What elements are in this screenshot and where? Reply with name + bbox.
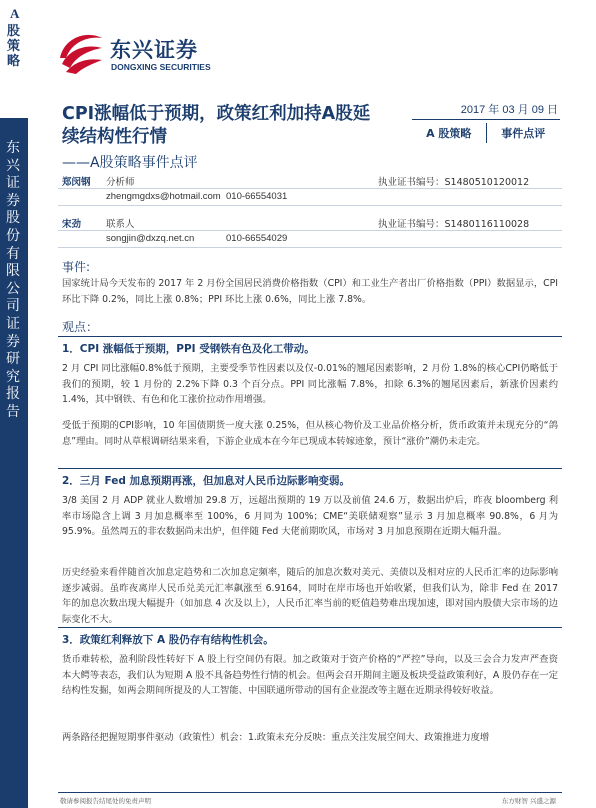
analyst-email: zhengmgdxs@hotmail.com [106,191,221,202]
sidebar-company-label: 东兴证券股份有限公司证券研究报告 [6,140,20,420]
point-title: 2．三月 Fed 加息预期再涨，但加息对人民币边际影响变弱。 [62,475,351,487]
point-paragraph: 货币难转松，盈利阶段性转好下 A 股上行空间仍有限。加之政策对于资产价格的“严控”导向，以及三会合力发声严查资本大鳄等表态，我们认为短期 A 股不具备趋势性行情的机会。但两会召开期间主题及板块受益政策利好，A 股仍存在一定结构性发掘，如两会期间所提及的人工智能、中国联通所带动的国有企业混改等主题在近期录得较好收益。 [62,654,558,696]
analyst-row [58,214,562,231]
point-paragraph: 受低于预期的CPI影响，10 年国债期货一度大涨 0.25%，但从核心物价及工业品价格分析，货币政策并未现充分的“鸽息”理由。同时从草根调研结果来看，下游企业成本在今年已现成本转嫁迹象，预计“涨价”潮仍未走完。 [62,420,558,447]
analyst-name: 郑闵钢 [62,177,91,188]
report-subtitle: ——A股策略事件点评 [62,155,198,171]
analyst-phone: 010-66554031 [226,191,288,202]
analyst-name: 宋劲 [62,219,82,230]
logo-emblem-icon [56,28,106,76]
footer-divider [58,792,562,793]
date-box [412,101,560,143]
license-number: S1480510120012 [444,177,530,188]
point-title: 3．政策红利释放下 A 股仍存有结构性机会。 [62,634,274,646]
point-title: 1．CPI 涨幅低于预期，PPI 受钢铁有色及化工带动。 [62,343,315,355]
views-heading: 观点： [62,320,99,334]
tag-category: A 股策略 [412,123,487,143]
report-title: CPI涨幅低于预期，政策红利加持A股延续结构性行情 [62,104,371,147]
report-date: 2017 年 03 月 09 日 [412,101,560,120]
analyst-row [58,172,562,189]
footer-slogan: 东方财智 兴盛之源 [501,797,556,805]
event-heading: 事件: [62,260,91,274]
logo-name-cn: 东兴证券 [110,38,198,62]
analyst-email: songjin@dxzq.net.cn [106,233,195,244]
point-paragraph: 两条路径把握短期事件驱动（政策性）机会：1.政策未充分反映：重点关注发展空间大、政策推进力度增 [62,732,490,743]
section-divider [58,336,562,337]
license-number: S1480116110028 [444,219,530,230]
sidebar-top-label: 股策略 [7,24,21,69]
license-label: 执业证书编号： [378,219,445,230]
sidebar-band [0,118,28,808]
point-paragraph: 2 月 CPI 同比涨幅0.8%低于预期，主要受季节性因素以及仅-0.01%的翘尾因素影响，2 月份 1.8%的核心CPI仍略低于我们的预期，较 1 月份的 2.2%下降 0.3 个百分点。PPI 同比涨幅 7.8%，扣除 6.3%的翘尾因素后，新涨价因素约 1.4%，其中钢铁、有色和化工涨价拉动作用增强。 [62,363,558,405]
section-divider [58,627,562,628]
sidebar [0,0,28,808]
sidebar-top [2,0,26,118]
analyst-contact-row [58,189,562,206]
license-label: 执业证书编号： [378,177,445,188]
report-tags [412,123,560,143]
section-divider [58,468,562,469]
analyst-license [378,174,529,188]
company-logo [56,28,226,76]
analyst-contact-row [58,231,562,248]
analyst-role: 分析师 [106,177,135,188]
analyst-phone: 010-66554029 [226,233,288,244]
tag-type: 事件点评 [501,127,546,140]
point-paragraph: 3/8 美国 2 月 ADP 就业人数增加 29.8 万，远超出预期的 19 万以及前值 24.6 万，数据出炉后，昨夜 bloomberg 利率市场隐含上调 3 月加息概率至 100%，6 月同为 100%；CME“美联储观察”显示 3 月加息概率 90.8%，6 月为 95.9%。虽然周五的非农数据尚未出炉，但伴随 Fed 大佬前期吹风，市场对 3 月加息预期在近期大幅升温。 [62,495,558,537]
analyst-table [58,172,562,248]
event-text: 国家统计局今天发布的 2017 年 2 月份全国居民消费价格指数（CPI）和工业生产者出厂价格指数（PPI）数据显示，CPI 环比下降 0.2%，同比上涨 0.8%；PPI 环比上涨 0.6%，同比上涨 7.8%。 [62,278,558,305]
logo-name-en: DONGXING SECURITIES [111,62,211,72]
analyst-role: 联系人 [106,219,135,230]
sidebar-top-letter: A [10,6,20,21]
point-paragraph: 历史经验来看伴随首次加息定趋势和二次加息定频率，随后的加息次数对美元、美债以及相对应的人民币汇率的边际影响逐步减弱。虽昨夜离岸人民币兑美元汇率飙涨至 6.9164，同时在岸市场也开始收紧，但我们认为，除非 Fed 在 2017 年的加息次数出现大幅提升（如加息 4 次及以上），人民币汇率当前的贬值趋势难出现加速，即对国内股债大宗市场的边际变化不大。 [62,567,558,625]
footer-disclaimer: 敬请参阅报告结尾处的免责声明 [60,797,151,805]
analyst-license [378,216,529,230]
